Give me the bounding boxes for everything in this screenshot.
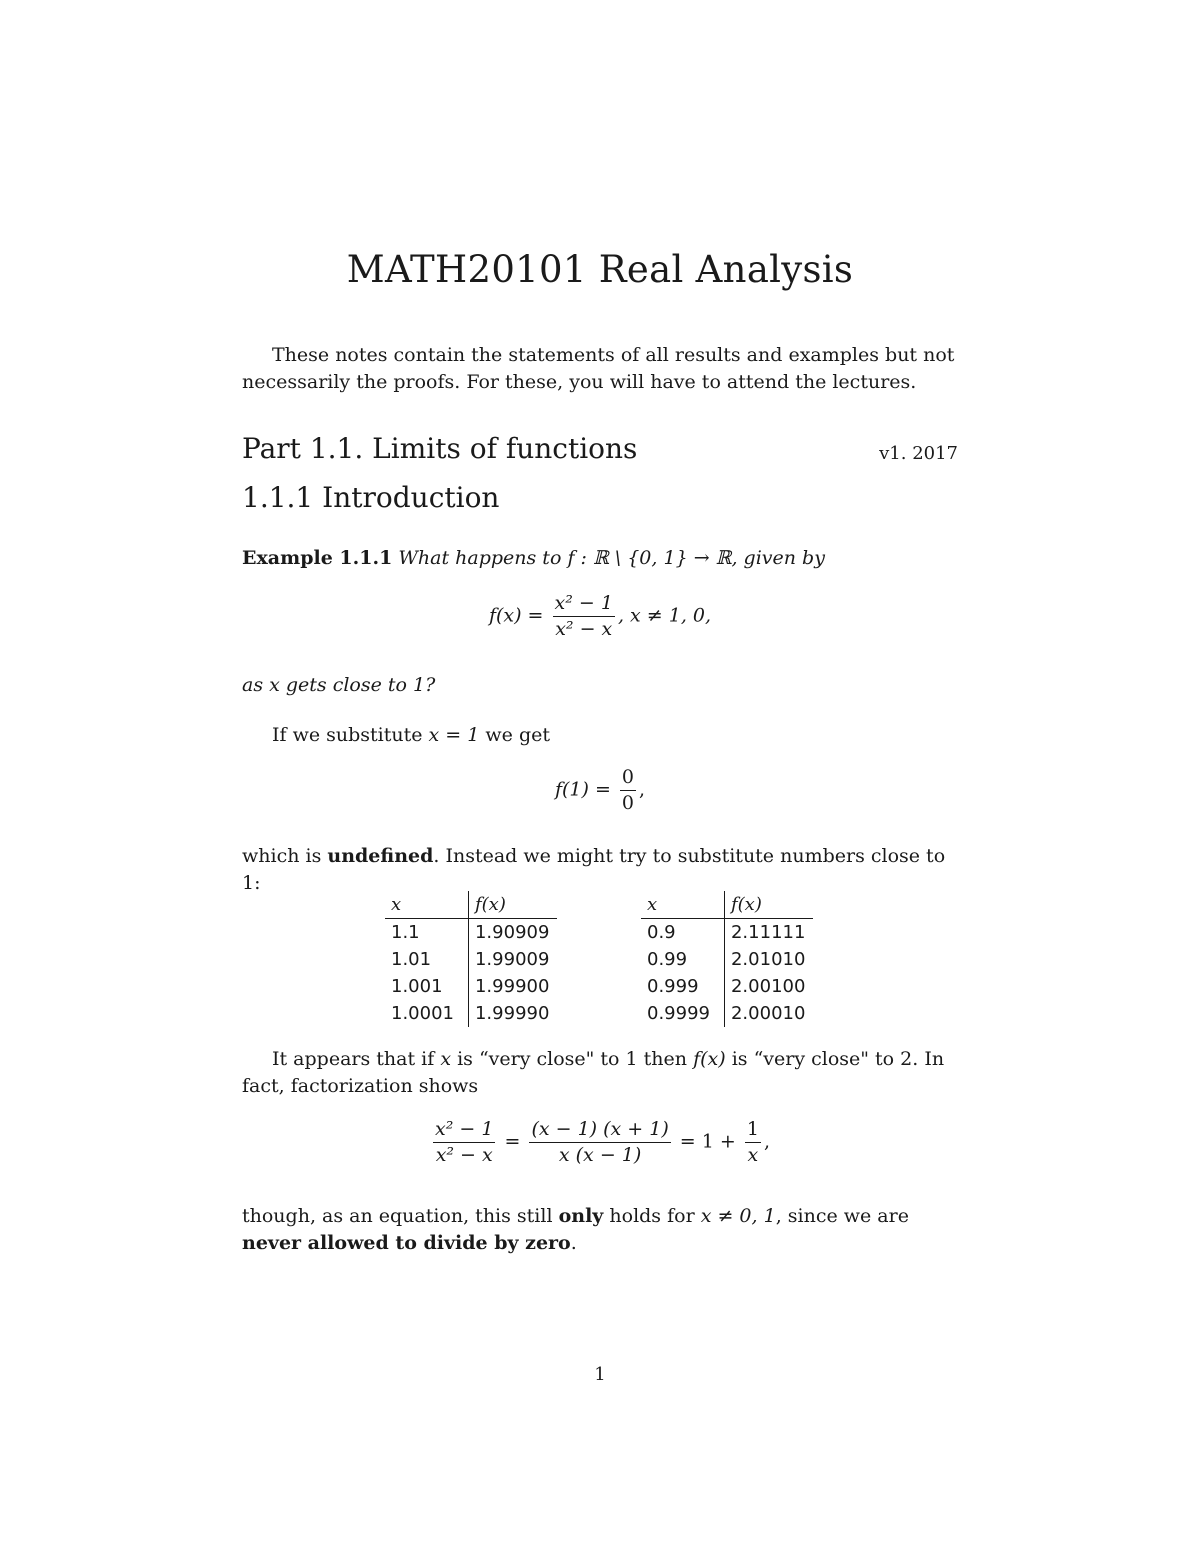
factor-fraction-1 (433, 1117, 495, 1168)
values-table-below (641, 891, 813, 1027)
factor-f3-denominator: x (747, 1144, 759, 1166)
final-text-d: . (570, 1232, 577, 1254)
appears-text-b: is “very close" to 1 then (457, 1048, 688, 1070)
values-table-above (385, 891, 557, 1027)
table-row (641, 973, 813, 1000)
table-cell: 1.99009 (474, 949, 550, 970)
table-header-x: x (641, 891, 724, 919)
factor-tail: , (763, 1130, 770, 1153)
table-cell: 1.90909 (474, 922, 550, 943)
appears-text-c: is “very close" to 2. In fact, factorization shows (242, 1048, 945, 1097)
final-cond: x ≠ 0, 1 (700, 1205, 776, 1227)
f1-denominator: 0 (621, 792, 634, 814)
table-header-row (385, 891, 557, 919)
table-cell: 0.99 (641, 946, 724, 973)
table-header-fx: f(x) (724, 891, 813, 919)
table-row (385, 919, 557, 947)
version-label: v1. 2017 (879, 443, 958, 464)
table-cell: 2.01010 (730, 949, 806, 970)
table-header-x: x (385, 891, 468, 919)
example-label: Example 1.1.1 (242, 547, 393, 569)
table-row (385, 946, 557, 973)
factor-eq1: = (504, 1130, 521, 1153)
func-fraction (553, 591, 615, 642)
document-title: MATH20101 Real Analysis (346, 248, 854, 291)
table-cell: 0.999 (641, 973, 724, 1000)
factorization-equation (0, 1117, 1200, 1168)
undefined-bold: undefined (327, 845, 434, 867)
example-map-expr: f : ℝ \ {0, 1} → ℝ, (567, 547, 738, 569)
factor-f1-numerator: x² − 1 (433, 1117, 495, 1143)
factor-f1-denominator: x² − x (435, 1144, 493, 1166)
part-heading: Part 1.1. Limits of functions (242, 432, 638, 465)
undefined-text-a: which is (242, 845, 322, 867)
table-cell: 1.99900 (474, 976, 550, 997)
factor-fraction-2 (529, 1117, 670, 1168)
table-row (641, 919, 813, 947)
factor-f3-numerator: 1 (745, 1117, 761, 1143)
func-numerator: x² − 1 (553, 591, 615, 617)
f1-lhs: f(1) = (554, 778, 611, 801)
f1-fraction (620, 765, 636, 816)
table-cell: 1.01 (385, 946, 468, 973)
final-text-c: , since we are (775, 1205, 909, 1227)
example-statement (242, 545, 958, 572)
section-heading: 1.1.1 Introduction (242, 481, 500, 514)
table-header-fx: f(x) (468, 891, 557, 919)
func-condition: , x ≠ 1, 0, (617, 604, 712, 627)
table-row (641, 946, 813, 973)
table-cell: 1.1 (385, 919, 468, 947)
table-cell: 2.00100 (730, 976, 806, 997)
example-closing: as x gets close to 1? (242, 674, 436, 696)
appears-text-a: It appears that if (272, 1048, 435, 1070)
appears-paragraph (242, 1046, 958, 1100)
table-cell: 1.99990 (474, 1003, 550, 1024)
substitute-expr: x = 1 (428, 724, 480, 746)
appears-x: x (440, 1048, 452, 1070)
appears-fx: f(x) (693, 1048, 726, 1070)
factor-f2-numerator: (x − 1) (x + 1) (529, 1117, 670, 1143)
f1-numerator: 0 (620, 765, 636, 791)
table-cell: 0.9999 (641, 1000, 724, 1027)
table-cell: 0.9 (641, 919, 724, 947)
factor-f2-denominator: x (x − 1) (558, 1144, 642, 1166)
table-cell: 1.001 (385, 973, 468, 1000)
undefined-text-b: . Instead we might try to substitute numbers close to 1: (242, 845, 946, 894)
table-header-row (641, 891, 813, 919)
factor-fraction-3 (745, 1117, 761, 1168)
example-question-a: What happens to (398, 547, 562, 569)
func-denominator: x² − x (555, 618, 613, 640)
substitute-text-b: we get (485, 724, 550, 746)
intro-paragraph: These notes contain the statements of all results and examples but not necessarily the proofs. For these, you will have to attend the lectures. (242, 344, 955, 393)
func-lhs: f(x) = (488, 604, 544, 627)
page-number: 1 (594, 1364, 606, 1385)
table-cell: 2.00010 (730, 1003, 806, 1024)
final-text-a: though, as an equation, this still (242, 1205, 553, 1227)
f1-equation (0, 765, 1200, 816)
substitute-paragraph (242, 722, 958, 749)
final-paragraph (242, 1203, 958, 1257)
factor-eq2: = 1 + (679, 1130, 736, 1153)
table-row (385, 1000, 557, 1027)
final-bold-a: only (558, 1205, 604, 1227)
example-question-b: given by (743, 547, 825, 569)
function-definition-equation (0, 591, 1200, 642)
table-cell: 1.0001 (385, 1000, 468, 1027)
substitute-text-a: If we substitute (272, 724, 423, 746)
f1-tail: , (639, 778, 646, 801)
final-text-b: holds for (609, 1205, 695, 1227)
undefined-paragraph (242, 843, 958, 897)
table-row (641, 1000, 813, 1027)
table-row (385, 973, 557, 1000)
table-cell: 2.11111 (730, 922, 806, 943)
final-bold-b: never allowed to divide by zero (242, 1232, 571, 1254)
